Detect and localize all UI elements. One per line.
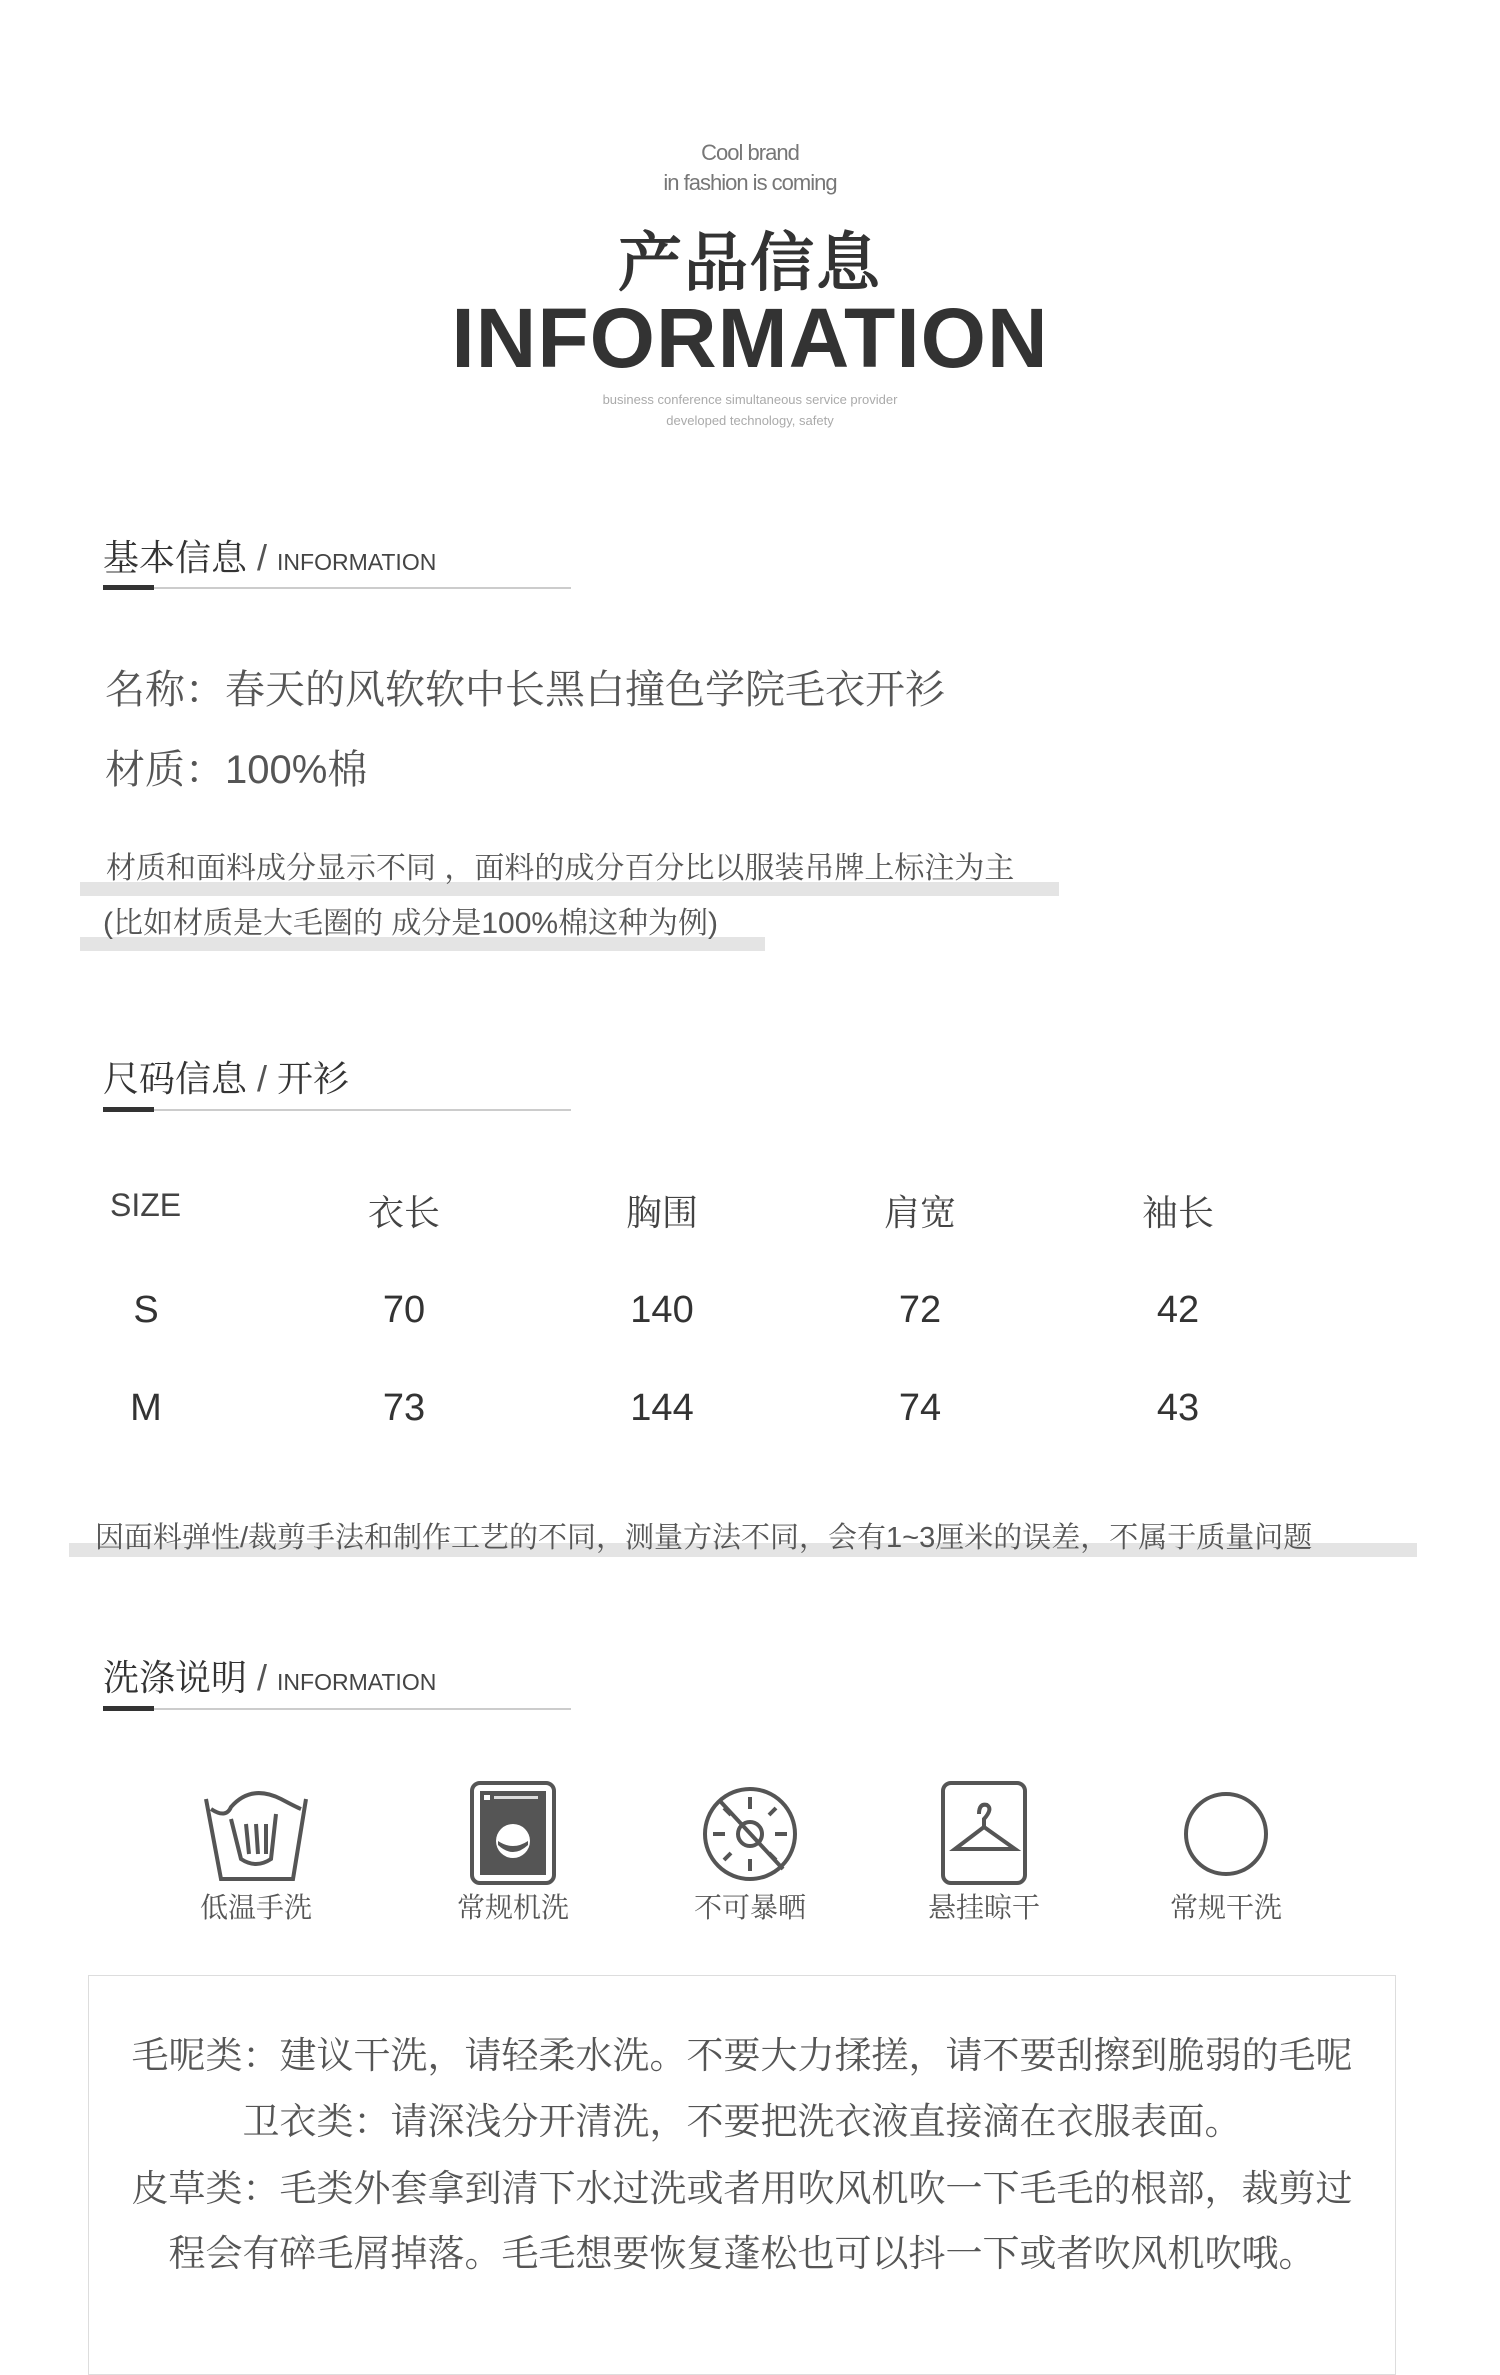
wash-label: 常规机洗: [456, 1892, 569, 1923]
page-title-cn: 产品信息: [618, 227, 882, 299]
section-title-en: INFORMATION: [277, 549, 437, 575]
cell-size: M: [130, 1387, 162, 1429]
cell-sleeve: 43: [1156, 1387, 1200, 1429]
cell-chest: 144: [630, 1387, 694, 1429]
slash: /: [257, 1058, 268, 1099]
subtitle-line-2: developed technology, safety: [666, 413, 834, 428]
slash: /: [257, 1657, 268, 1698]
care-line: 程会有碎毛屑掉落。毛毛想要恢复蓬松也可以抖一下或者吹风机吹哦。: [168, 2233, 1316, 2274]
column-header-shoulder: 肩宽: [883, 1192, 956, 1233]
wash-label: 不可暴晒: [693, 1892, 806, 1923]
product-material: 材质：100%棉: [105, 748, 368, 792]
product-name: 名称：春天的风软软中长黑白撞色学院毛衣开衫: [105, 668, 945, 712]
care-line: 毛呢类：建议干洗，请轻柔水洗。不要大力揉搓，请不要刮擦到脆弱的毛呢: [131, 2035, 1353, 2076]
cell-shoulder: 74: [898, 1387, 942, 1429]
cell-length: 70: [382, 1289, 426, 1331]
cell-chest: 140: [630, 1289, 694, 1331]
cell-shoulder: 72: [898, 1289, 942, 1331]
hanger-icon: [929, 1779, 1039, 1889]
divider: [103, 1708, 571, 1710]
column-header-chest: 胸围: [625, 1192, 698, 1233]
wash-label: 低温手洗: [199, 1892, 312, 1923]
divider-accent: [103, 585, 154, 590]
cell-length: 73: [382, 1387, 426, 1429]
section-title: 基本信息: [103, 537, 248, 578]
section-title-en: INFORMATION: [277, 1669, 437, 1695]
subtitle-line-1: business conference simultaneous service provider: [602, 392, 898, 407]
washing-machine-icon: [458, 1779, 568, 1889]
size-note: 因面料弹性/裁剪手法和制作工艺的不同，测量方法不同，会有1~3厘米的误差，不属于质量问题: [95, 1522, 1313, 1554]
section-subtitle: 开衫: [277, 1058, 350, 1099]
cell-size: S: [133, 1289, 159, 1331]
wash-label: 悬挂晾干: [927, 1892, 1040, 1923]
care-line: 皮草类：毛类外套拿到清下水过洗或者用吹风机吹一下毛毛的根部，裁剪过: [131, 2168, 1353, 2209]
cell-sleeve: 42: [1156, 1289, 1200, 1331]
material-note-1: 材质和面料成分显示不同 ，面料的成分百分比以服装吊牌上标注为主: [106, 852, 1015, 885]
care-line: 卫衣类：请深浅分开清洗，不要把洗衣液直接滴在衣服表面。: [242, 2101, 1242, 2142]
dry-clean-icon: [1171, 1779, 1281, 1889]
page-title-en: INFORMATION: [451, 291, 1049, 385]
wash-label: 常规干洗: [1169, 1892, 1282, 1923]
tagline-cool-brand: Cool brand: [701, 140, 799, 165]
divider-accent: [103, 1107, 154, 1112]
no-sun-icon: [695, 1779, 805, 1889]
section-title: 洗涤说明: [103, 1657, 248, 1698]
column-header-length: 衣长: [367, 1192, 440, 1233]
section-heading-basic: [103, 530, 436, 581]
material-note-2: (比如材质是大毛圈的 成分是100%棉这种为例): [103, 907, 719, 940]
tagline-fashion: in fashion is coming: [663, 170, 837, 195]
column-header-sleeve: 袖长: [1141, 1192, 1214, 1233]
section-heading-size: [103, 1051, 349, 1102]
divider-accent: [103, 1706, 154, 1711]
column-header-size: SIZE: [110, 1187, 182, 1223]
divider: [103, 587, 571, 589]
divider: [103, 1109, 571, 1111]
slash: /: [257, 537, 268, 578]
section-title: 尺码信息: [103, 1058, 248, 1099]
section-heading-wash: [103, 1650, 436, 1701]
hand-wash-icon: [201, 1779, 311, 1889]
